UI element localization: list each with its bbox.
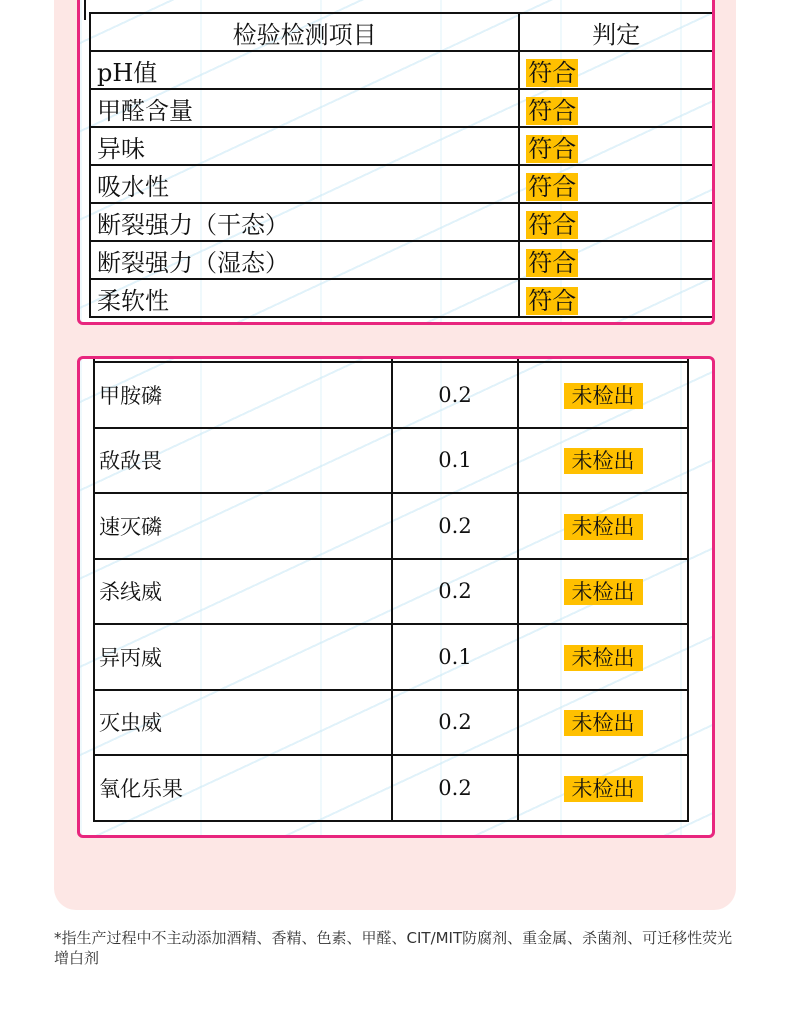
table-header-row (90, 13, 712, 51)
item-cell: 氧化乐果 (94, 755, 392, 821)
limit-cell: 0.2 (392, 362, 518, 428)
item-cell: 断裂强力（干态） (90, 203, 519, 241)
result-cell (519, 51, 712, 89)
result-cell (518, 362, 688, 428)
item-cell: 敌敌畏 (94, 428, 392, 494)
limit-cell: 0.2 (392, 559, 518, 625)
result-badge: 未检出 (564, 514, 643, 540)
header-item: 检验检测项目 (90, 13, 519, 51)
result-badge: 符合 (528, 210, 577, 239)
table-row (94, 755, 688, 821)
limit-cell: 0.2 (392, 493, 518, 559)
table-row (94, 624, 688, 690)
result-cell (519, 127, 712, 165)
table-row (94, 690, 688, 756)
table-row (90, 241, 712, 279)
result-badge: 未检出 (564, 579, 643, 605)
result-badge: 符合 (528, 134, 577, 163)
limit-cell: 0.1 (392, 624, 518, 690)
limit-cell: 0.2 (392, 755, 518, 821)
table-row (90, 89, 712, 127)
result-badge: 符合 (528, 172, 577, 201)
table-row (90, 165, 712, 203)
limit-cell: 0.2 (392, 690, 518, 756)
table-row (94, 428, 688, 494)
result-cell (518, 428, 688, 494)
item-cell: 甲醛含量 (90, 89, 519, 127)
result-badge: 符合 (528, 58, 577, 87)
result-badge: 未检出 (564, 776, 643, 802)
table-row (94, 362, 688, 428)
result-badge: 符合 (528, 286, 577, 315)
table-row (90, 51, 712, 89)
table-row (90, 127, 712, 165)
result-cell (518, 624, 688, 690)
pesticide-table (93, 356, 689, 822)
result-badge: 符合 (528, 248, 577, 277)
item-cell: 断裂强力（湿态） (90, 241, 519, 279)
table-row (94, 493, 688, 559)
result-cell (518, 690, 688, 756)
footnote-text: *指生产过程中不主动添加酒精、香精、色素、甲醛、CIT/MIT防腐剂、重金属、杀菌剂、可迁移性荧光增白剂 (54, 929, 733, 967)
result-cell (518, 755, 688, 821)
result-badge: 未检出 (564, 710, 643, 736)
item-cell: 柔软性 (90, 279, 519, 317)
item-cell: 灭虫威 (94, 690, 392, 756)
inspection-table (89, 12, 712, 318)
result-cell (518, 559, 688, 625)
result-badge: 未检出 (564, 645, 643, 671)
result-cell (518, 493, 688, 559)
result-cell (519, 279, 712, 317)
item-cell: 杀线威 (94, 559, 392, 625)
header-result: 判定 (519, 13, 712, 51)
table-row (90, 203, 712, 241)
item-cell: 速灭磷 (94, 493, 392, 559)
table-row (90, 279, 712, 317)
table-edge-line (84, 0, 86, 20)
pesticide-table-card (77, 356, 715, 838)
result-badge: 符合 (528, 96, 577, 125)
item-cell: 甲胺磷 (94, 362, 392, 428)
result-badge: 未检出 (564, 383, 643, 409)
result-badge: 未检出 (564, 448, 643, 474)
limit-cell: 0.1 (392, 428, 518, 494)
item-cell: 异丙威 (94, 624, 392, 690)
item-cell: 吸水性 (90, 165, 519, 203)
result-cell (519, 241, 712, 279)
item-cell: pH值 (90, 51, 519, 89)
table-row (94, 559, 688, 625)
result-cell (519, 89, 712, 127)
result-cell (519, 165, 712, 203)
inspection-table-card (77, 0, 715, 325)
result-cell (519, 203, 712, 241)
item-cell: 异味 (90, 127, 519, 165)
